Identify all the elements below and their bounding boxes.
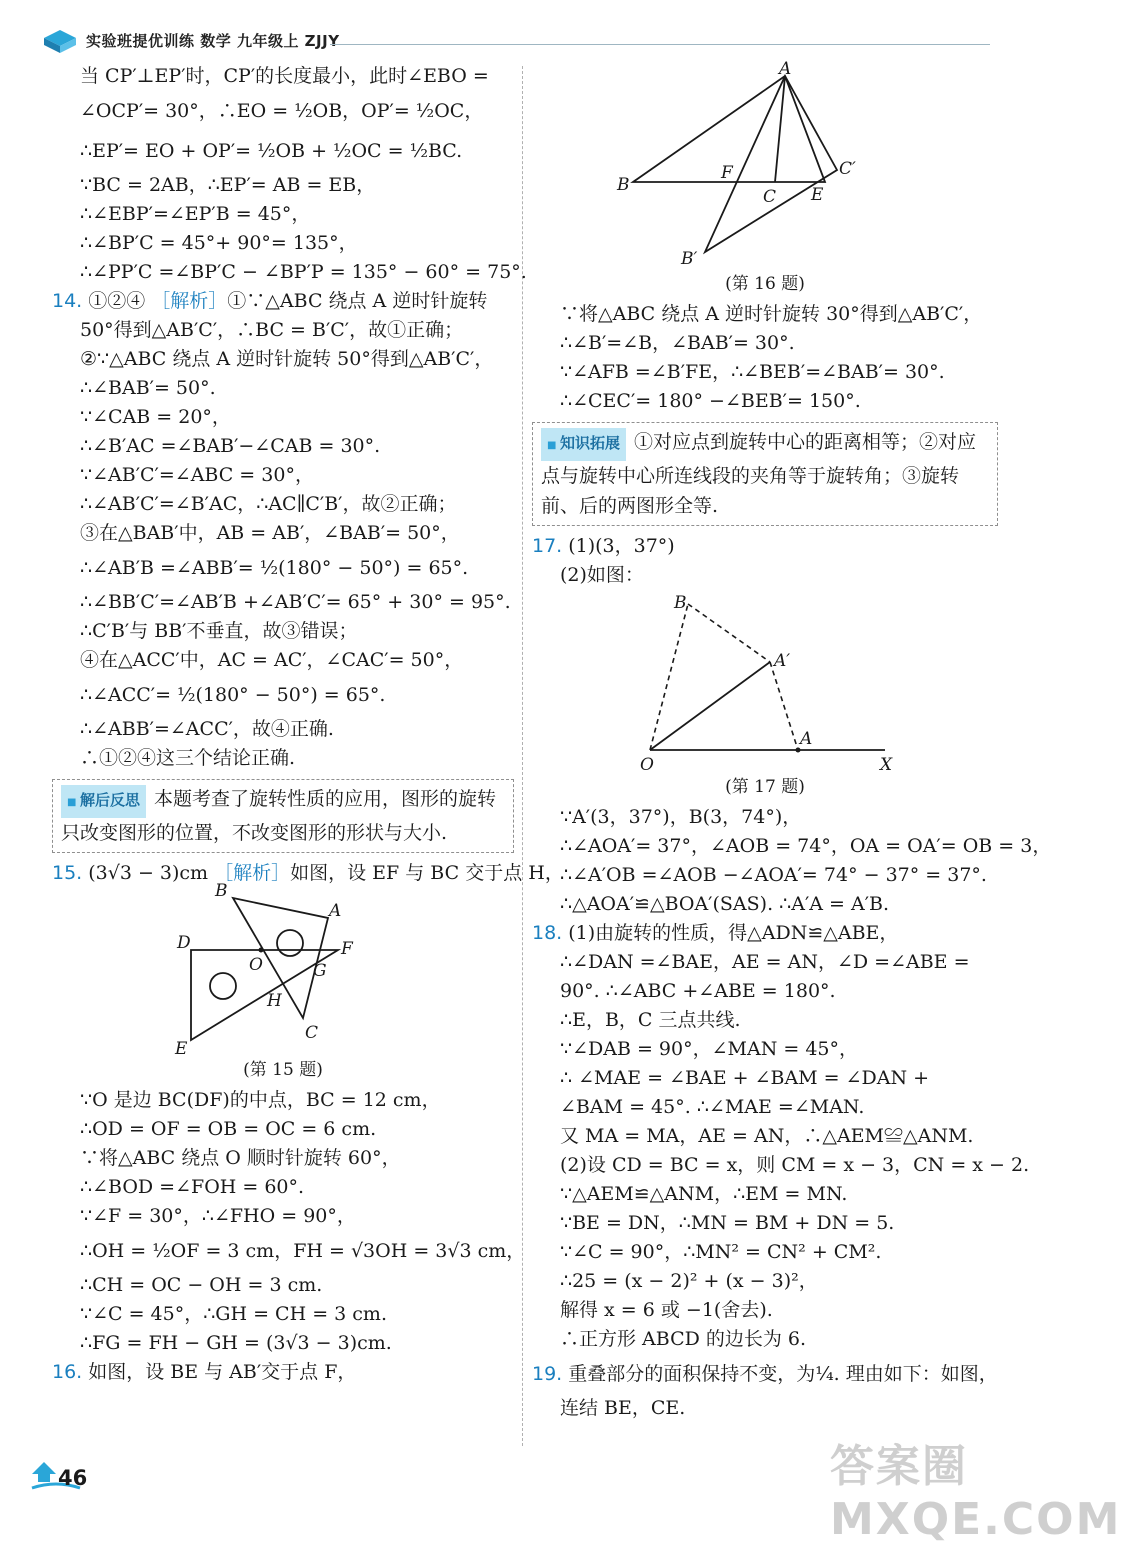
figure-caption: (第 15 题) — [243, 1060, 323, 1080]
text-line: ∴EP′= EO + OP′= ½OB + ½OC = ½BC. — [80, 140, 463, 162]
label-B: B — [617, 175, 630, 195]
text-line: ∴∠A′OB =∠AOB −∠AOA′= 74° − 37° = 37°. — [560, 864, 987, 886]
watermark: 答案圈 MXQE.COM — [830, 1441, 1121, 1545]
text-line: ②∵△ABC 绕点 A 逆时针旋转 50°得到△AB′C′， — [80, 348, 494, 370]
question-number: 15. — [52, 862, 83, 884]
text-line: ∴∠ACC′= ½(180° − 50°) = 65°. — [80, 684, 386, 706]
text-line: ∴∠AB′B =∠ABB′= ½(180° − 50°) = 65°. — [80, 557, 469, 579]
text-line: ∴∠ABB′=∠ACC′，故④正确. — [80, 718, 334, 740]
label-D: D — [177, 933, 191, 953]
label-G: G — [313, 961, 327, 981]
book-logo-icon — [42, 26, 78, 54]
text-line: 又 MA = MA，AE = AN，∴△AEM≌△ANM. — [560, 1125, 974, 1147]
label-O: O — [640, 755, 654, 775]
note-badge: ■ 知识拓展 — [541, 428, 626, 461]
page-number: 46 — [58, 1466, 88, 1490]
question-number: 16. — [52, 1361, 83, 1383]
label-A-prime: A′ — [774, 651, 791, 671]
text-line: ∵∠AFB =∠B′FE，∴∠BEB′=∠BAB′= 30°. — [560, 361, 945, 383]
text-line: ∴△AOA′≌△BOA′(SAS). ∴A′A = A′B. — [560, 893, 890, 915]
analysis-tag: ［解析］ — [214, 862, 291, 884]
answer: (3√3 − 3)cm — [88, 862, 209, 884]
label-E: E — [811, 185, 824, 205]
text-line: ∵△AEM≌△ANM，∴EM = MN. — [560, 1183, 848, 1205]
text-line: 如图，设 BE 与 AB′交于点 F， — [88, 1361, 357, 1383]
question-18-header — [532, 919, 998, 948]
text-line: ④在△ACC′中，AC = AC′，∠CAC′= 50°， — [80, 649, 464, 671]
text-line: ∵∠C = 45°，∴GH = CH = 3 cm. — [80, 1303, 387, 1325]
text-line: ③在△BAB′中，AB = AB′，∠BAB′= 50°， — [80, 522, 460, 544]
text-line: ∵O 是边 BC(DF)的中点，BC = 12 cm， — [80, 1089, 441, 1111]
text-line: ∵A′(3，37°)，B(3，74°)， — [560, 806, 802, 828]
label-E: E — [175, 1039, 188, 1059]
text-line: ∴正方形 ABCD 的边长为 6. — [560, 1328, 807, 1350]
label-B-prime: B′ — [681, 249, 698, 269]
text-line: (2)设 CD = BC = x，则 CM = x − 3，CN = x − 2. — [560, 1154, 1030, 1176]
text-line: ∵BE = DN，∴MN = BM + DN = 5. — [560, 1212, 895, 1234]
label-B: B — [674, 593, 687, 613]
text-line: ∴∠B′AC =∠BAB′−∠CAB = 30°. — [80, 435, 381, 457]
text-line: ∴ ∠MAE = ∠BAE + ∠BAM = ∠DAN + — [560, 1067, 930, 1089]
label-A: A — [800, 729, 813, 749]
text-line: ∵将△ABC 绕点 A 逆时针旋转 30°得到△AB′C′， — [560, 303, 983, 325]
text-line: ∴∠CEC′= 180° −∠BEB′= 150°. — [560, 390, 861, 412]
text-line: ∴∠DAN =∠BAE，AE = AN，∠D =∠ABE = — [560, 951, 970, 973]
figure-15 — [175, 881, 383, 1059]
label-F: F — [341, 939, 353, 959]
text-line: 连结 BE，CE. — [560, 1397, 686, 1419]
text-line: ∴∠PP′C =∠BP′C − ∠BP′P = 135° − 60° = 75°. — [80, 261, 527, 283]
text-line: ①∵△ABC 绕点 A 逆时针旋转 — [227, 290, 488, 312]
text-line: 如图，设 EF 与 BC 交于点 H， — [290, 862, 564, 884]
label-C: C — [763, 187, 777, 207]
text-line: ∴∠BAB′= 50°. — [80, 377, 216, 399]
question-number: 14. — [52, 290, 83, 312]
question-17-header — [532, 532, 998, 561]
text-line: ∵∠F = 30°，∴∠FHO = 90°， — [80, 1205, 356, 1227]
text-line: ∵∠CAB = 20°， — [80, 406, 231, 428]
question-number: 19. — [532, 1363, 563, 1385]
circle-mark — [277, 930, 303, 956]
text-line: ∴∠AB′C′=∠B′AC，∴AC∥C′B′，故②正确； — [80, 493, 457, 515]
label-O: O — [249, 955, 263, 975]
text-line: 解得 x = 6 或 −1(舍去). — [560, 1299, 773, 1321]
text-line: 90°. ∴∠ABC +∠ABE = 180°. — [560, 980, 836, 1002]
label-H: H — [267, 991, 282, 1011]
text-line: ∵∠AB′C′=∠ABC = 30°， — [80, 464, 314, 486]
label-F: F — [721, 163, 733, 183]
text-line: ∴OH = ½OF = 3 cm，FH = √3OH = 3√3 cm， — [80, 1240, 526, 1262]
text-line: ∴CH = OC − OH = 3 cm. — [80, 1274, 323, 1296]
label-A: A — [329, 901, 342, 921]
question-14-header — [52, 287, 514, 316]
text-line: ∴∠BOD =∠FOH = 60°. — [80, 1176, 305, 1198]
text-line: ∵∠DAB = 90°，∠MAN = 45°， — [560, 1038, 858, 1060]
text-line: (2)如图： — [560, 564, 644, 586]
text-line: ∴C′B′与 BB′不垂直，故③错误； — [80, 620, 358, 642]
text-line: ∠BAM = 45°. ∴∠MAE =∠MAN. — [560, 1096, 865, 1118]
question-15-header — [52, 859, 564, 888]
header-rule — [330, 44, 990, 45]
label-B: B — [215, 881, 228, 901]
question-19-header — [532, 1354, 998, 1394]
label-A: A — [779, 59, 792, 79]
text-line: ∴∠BB′C′=∠AB′B +∠AB′C′= 65° + 30° = 95°. — [80, 591, 511, 613]
analysis-tag: ［解析］ — [151, 290, 228, 312]
text-line: ∴FG = FH − GH = (3√3 − 3)cm. — [80, 1332, 392, 1354]
label-X: X — [880, 755, 893, 775]
text-line: ∴∠EBP′=∠EP′B = 45°， — [80, 203, 311, 225]
text-line: ∠OCP′= 30°，∴EO = ½OB，OP′= ½OC， — [80, 100, 484, 122]
figure-17 — [630, 590, 900, 775]
right-column — [532, 59, 1052, 1423]
figure-caption: (第 17 题) — [725, 777, 805, 797]
text-line: ∵将△ABC 绕点 O 顺时针旋转 60°， — [80, 1147, 401, 1169]
book-title: 实验班提优训练 数学 九年级上 ZJJY — [86, 32, 340, 50]
note-text: ■ 知识拓展 ①对应点到旋转中心的距离相等；②对应点与旋转中心所连线段的夹角等于旋转角；③旋转前、后的两图形全等. — [541, 427, 989, 521]
label-C: C — [305, 1023, 319, 1043]
question-16-header — [52, 1358, 514, 1387]
figure-caption: (第 16 题) — [725, 274, 805, 294]
text-line: 50°得到△AB′C′，∴BC = B′C′，故①正确； — [80, 319, 464, 341]
note-text: ■ 解后反思 本题考查了旋转性质的应用，图形的旋转只改变图形的位置，不改变图形的形状与大小. — [61, 784, 505, 848]
text-line: ∴∠AOA′= 37°，∠AOB = 74°，OA = OA′= OB = 3， — [560, 835, 1052, 857]
text-line: ∴E，B，C 三点共线. — [560, 1009, 741, 1031]
text-line: (1)由旋转的性质，得△ADN≌△ABE， — [568, 922, 899, 944]
figure-16 — [617, 59, 905, 272]
text-line: ∵BC = 2AB，∴EP′= AB = EB， — [80, 174, 376, 196]
text-line: ∴∠BP′C = 45°+ 90°= 135°， — [80, 232, 358, 254]
label-C-prime: C′ — [839, 159, 856, 179]
question-number: 17. — [532, 535, 563, 557]
answer: ①②④ — [88, 290, 146, 312]
text-line: 当 CP′⊥EP′时，CP′的长度最小，此时∠EBO = — [80, 65, 489, 87]
text-line: ∵∠C = 90°，∴MN² = CN² + CM². — [560, 1241, 882, 1263]
circle-mark — [210, 973, 236, 999]
text-line: (1)(3，37°) — [568, 535, 675, 557]
knowledge-note — [532, 422, 998, 526]
text-line: ∴①②④这三个结论正确. — [80, 747, 296, 769]
text-line: ∴OD = OF = OB = OC = 6 cm. — [80, 1118, 377, 1140]
question-number: 18. — [532, 922, 563, 944]
reflection-note — [52, 779, 514, 853]
text-line: ∴25 = (x − 2)² + (x − 3)²， — [560, 1270, 818, 1292]
text-line: ∴∠B′=∠B，∠BAB′= 30°. — [560, 332, 795, 354]
text-line: 重叠部分的面积保持不变，为¼. 理由如下：如图， — [568, 1363, 998, 1385]
note-badge: ■ 解后反思 — [61, 785, 146, 818]
